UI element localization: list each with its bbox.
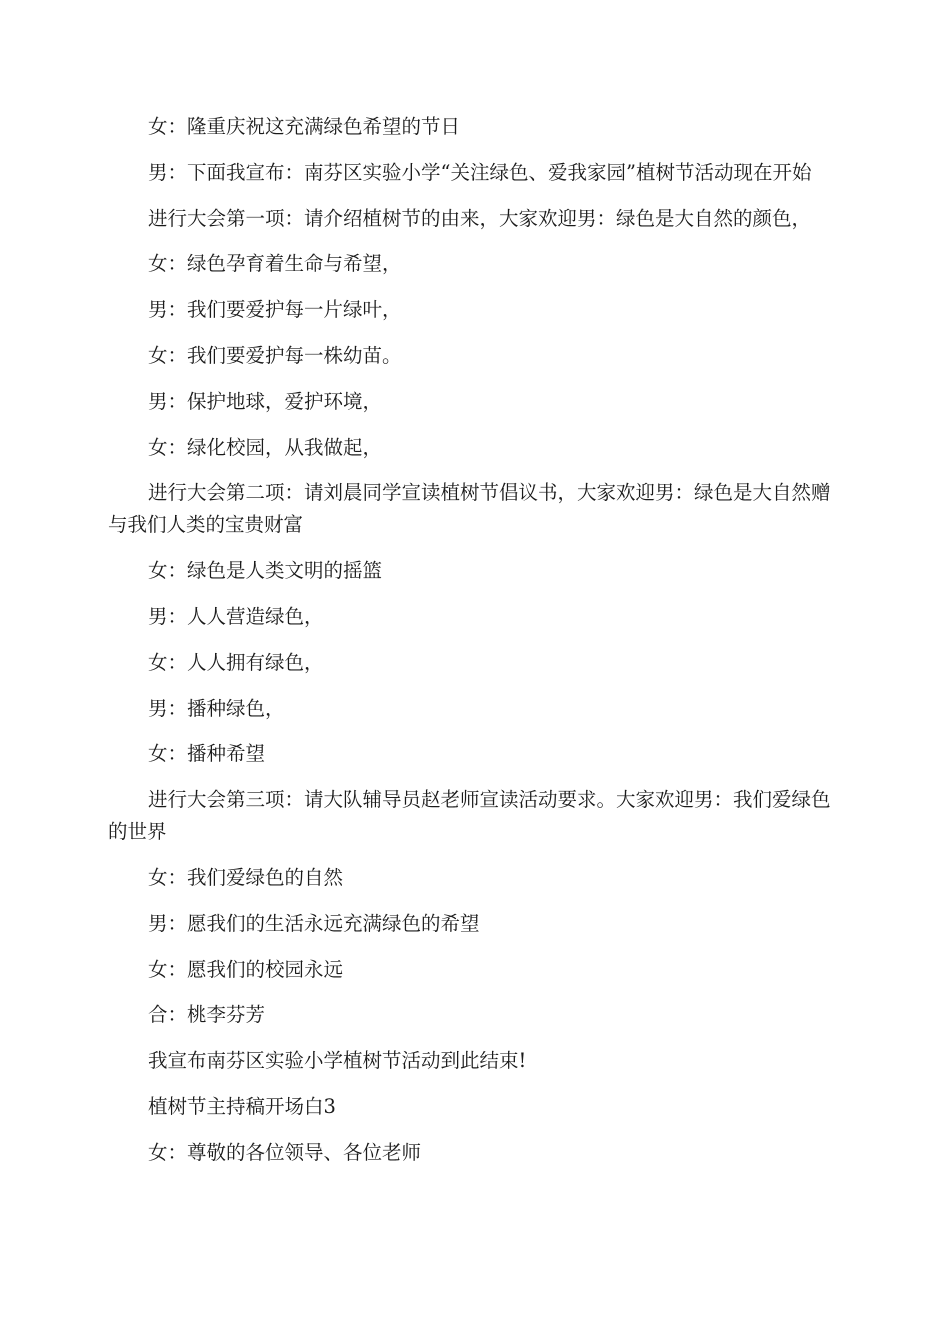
paragraph-7: 男：保护地球，爱护环境，	[148, 389, 383, 413]
paragraph-14: 女：播种希望	[148, 742, 266, 766]
paragraph-21: 植树节主持稿开场白3	[148, 1094, 336, 1118]
paragraph-3: 进行大会第一项：请介绍植树节的由来，大家欢迎男：绿色是大自然的颜色，	[148, 206, 812, 230]
paragraph-5: 男：我们要爱护每一片绿叶，	[148, 298, 402, 322]
paragraph-22: 女：尊敬的各位领导、各位老师	[148, 1140, 422, 1164]
paragraph-1: 女：隆重庆祝这充满绿色希望的节日	[148, 115, 461, 138]
paragraph-17: 男：愿我们的生活永远充满绿色的希望	[148, 911, 480, 935]
document-body	[108, 111, 842, 1183]
paragraph-15: 进行大会第三项：请大队辅导员赵老师宣读活动要求。大家欢迎男：我们爱绿色的世界	[108, 788, 831, 844]
paragraph-16: 女：我们爱绿色的自然	[148, 865, 344, 889]
paragraph-20: 我宣布南芬区实验小学植树节活动到此结束!	[148, 1049, 527, 1073]
paragraph-6: 女：我们要爱护每一株幼苗。	[148, 343, 402, 367]
paragraph-4: 女：绿色孕育着生命与希望，	[148, 252, 402, 276]
paragraph-2: 男：下面我宣布：南芬区实验小学“关注绿色、爱我家园”植树节活动现在开始	[148, 160, 812, 184]
paragraph-9: 进行大会第二项：请刘晨同学宣读植树节倡议书，大家欢迎男：绿色是大自然赠与我们人类的宝贵财富	[108, 481, 831, 537]
paragraph-11: 男：人人营造绿色，	[148, 604, 324, 628]
paragraph-19: 合：桃李芬芳	[148, 1003, 266, 1027]
paragraph-18: 女：愿我们的校园永远	[148, 957, 344, 981]
paragraph-12: 女：人人拥有绿色，	[148, 650, 324, 674]
paragraph-10: 女：绿色是人类文明的摇篮	[148, 559, 383, 583]
paragraph-13: 男：播种绿色，	[148, 696, 285, 720]
paragraph-8: 女：绿化校园，从我做起，	[148, 435, 383, 459]
